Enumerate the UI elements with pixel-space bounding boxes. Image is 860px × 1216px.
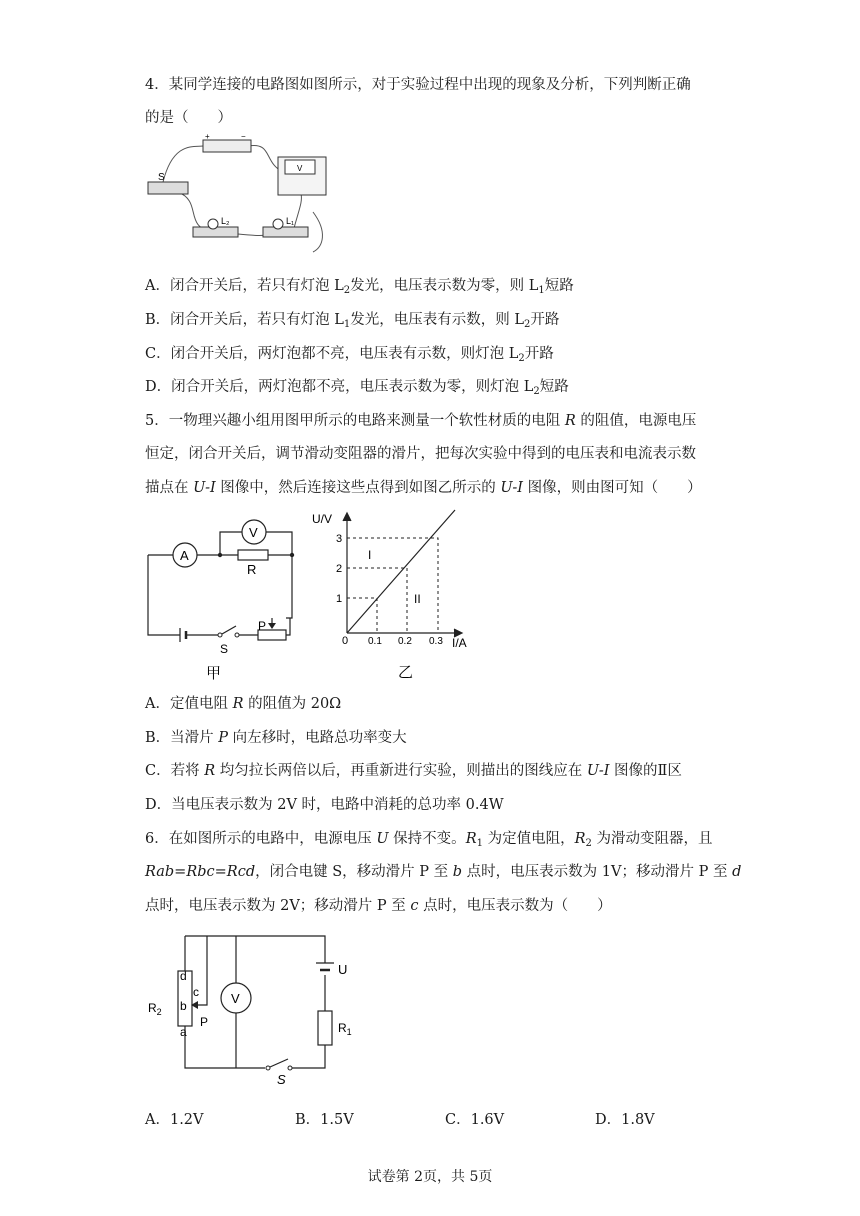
q5-graph-xtick-2: 0.2	[398, 636, 412, 647]
q4-circuit-photo	[143, 132, 333, 262]
q5-graph-xlabel: I/A	[452, 636, 467, 650]
svg-text:−: −	[241, 132, 246, 141]
q6-r1-label: $R_1$	[338, 1021, 352, 1037]
q5-graph-ylabel: U/V	[312, 512, 333, 526]
q5-stem-line1: 5．一物理兴趣小组用图甲所示的电路来测量一个软性材质的电阻 R 的阻值，电源电压	[145, 413, 697, 429]
q6-circuit	[140, 928, 360, 1088]
svg-text:L₁: L₁	[286, 216, 295, 226]
q5-stem-line3: 描点在 U-I 图像中，然后连接这些点得到如图乙所示的 U-I 图像，则由图可知（ ）	[145, 480, 702, 496]
q5-caption-yi: 乙	[398, 664, 414, 681]
q5-option-a[interactable]: A．定值电阻 R 的阻值为 20Ω	[145, 696, 342, 712]
svg-text:V: V	[297, 164, 303, 173]
q5-graph-region-2: II	[414, 592, 421, 606]
q4-option-c[interactable]: C．闭合开关后，两灯泡都不亮，电压表有示数，则灯泡 $L_2$开路	[145, 346, 554, 364]
q6-stem-line2: Rab=Rbc=Rcd，闭合电键 S，移动滑片 P 至 b 点时，电压表示数为 1V；移动滑片 P 至 d	[145, 864, 742, 880]
q4-option-b[interactable]: B．闭合开关后，若只有灯泡 $L_1$发光，电压表有示数，则 $L_2$开路	[145, 312, 560, 330]
q4-stem-line2: 的是（ ）	[145, 110, 232, 126]
q6-point-a: a	[180, 1025, 187, 1039]
q6-voltmeter-label: V	[231, 991, 240, 1006]
q5-switch-label: S	[220, 642, 229, 656]
q6-switch-label: S	[277, 1072, 286, 1087]
q5-stem-line2: 恒定，闭合开关后，调节滑动变阻器的滑片，把每次实验中得到的电压表和电流表示数	[145, 446, 696, 462]
q6-stem-line1: 6．在如图所示的电路中，电源电压 U 保持不变。$R_1$ 为定值电阻，$R_2$ 为滑动变阻器，且	[145, 831, 713, 849]
q5-circuit-jia	[140, 510, 310, 685]
q5-graph-region-1: I	[368, 548, 372, 562]
q6-option-d[interactable]: D．1.8V	[595, 1112, 655, 1128]
q5-option-c[interactable]: C．若将 R 均匀拉长两倍以后，再重新进行实验，则描出的图线应在 U-I 图像的Ⅱ区	[145, 763, 682, 779]
q6-stem-line3: 点时，电压表示数为 2V；移动滑片 P 至 c 点时，电压表示数为（ ）	[145, 898, 612, 914]
q5-resistor-label: R	[247, 562, 257, 577]
q6-point-d: d	[180, 969, 187, 983]
q5-graph-xtick-3: 0.3	[429, 636, 443, 647]
svg-text:+: +	[205, 132, 210, 141]
q6-slider-p: P	[200, 1015, 209, 1029]
q5-graph-origin: 0	[342, 635, 349, 647]
q6-option-b[interactable]: B．1.5V	[295, 1112, 354, 1128]
q6-r2-label: $R_2$	[148, 1001, 162, 1017]
q6-option-a[interactable]: A．1.2V	[145, 1112, 204, 1128]
q5-caption-jia: 甲	[206, 665, 222, 682]
q5-graph-xtick-1: 0.1	[368, 636, 382, 647]
q5-ammeter-label: A	[180, 548, 189, 563]
q5-option-b[interactable]: B．当滑片 P 向左移时，电路总功率变大	[145, 730, 407, 746]
q5-graph-ytick-2: 2	[336, 563, 343, 575]
page-footer: 试卷第 2页，共 5页	[367, 1169, 493, 1185]
q5-slider-label: P	[258, 619, 267, 633]
q6-option-c[interactable]: C．1.6V	[445, 1112, 505, 1128]
svg-text:L₂: L₂	[221, 216, 230, 226]
q4-stem-line1: 4．某同学连接的电路图如图所示，对于实验过程中出现的现象及分析，下列判断正确	[145, 77, 691, 93]
q5-voltmeter-label: V	[249, 525, 258, 540]
q5-option-d[interactable]: D．当电压表示数为 2V 时，电路中消耗的总功率 0.4W	[145, 797, 504, 813]
q5-graph-ytick-1: 1	[336, 593, 343, 605]
q4-switch-label: S	[158, 172, 165, 183]
q5-graph-ytick-3: 3	[336, 533, 343, 545]
q6-source-label: U	[338, 962, 348, 977]
q6-point-c: c	[193, 985, 199, 999]
q6-point-b: b	[180, 999, 187, 1013]
q4-option-a[interactable]: A．闭合开关后，若只有灯泡 $L_2$发光，电压表示数为零，则 $L_1$短路	[145, 278, 574, 296]
q5-ui-graph	[310, 505, 480, 685]
q4-option-d[interactable]: D．闭合开关后，两灯泡都不亮，电压表示数为零，则灯泡 $L_2$短路	[145, 379, 569, 397]
